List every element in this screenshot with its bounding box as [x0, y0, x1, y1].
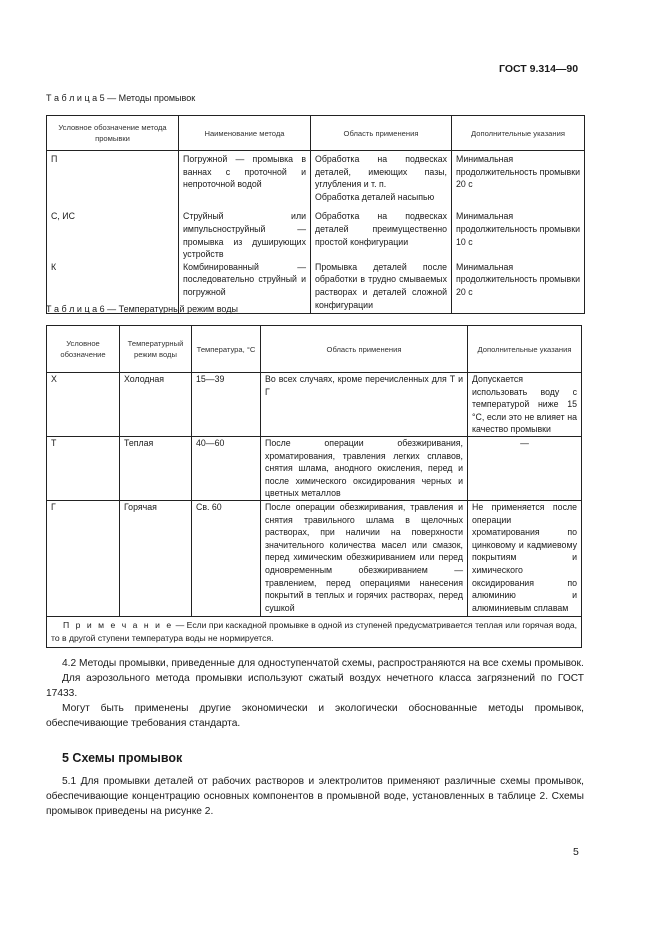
- table6-cell-temp: 40—60: [192, 436, 261, 500]
- table6-cell-mode: Теплая: [120, 436, 192, 500]
- table5-cell-area: [311, 210, 452, 260]
- table-row: [47, 373, 582, 437]
- table6-cell-area: Во всех случаях, кроме перечисленных для Т и Г: [261, 373, 468, 437]
- table6-cell-temp: 15—39: [192, 373, 261, 437]
- table5-cell-code: С, ИС: [47, 210, 179, 260]
- table5-cell-name: Погружной — промывка в ваннах с проточной и непроточной водой: [179, 151, 311, 211]
- table6-cell-code: Х: [47, 373, 120, 437]
- table5-caption-label: Т а б л и ц а: [46, 93, 98, 103]
- paragraph-5-1: 5.1 Для промывки деталей от рабочих растворов и электролитов применяют различные схемы промывок, обеспечивающие концентрацию основных компонентов в промывной воде, установленных в таблице 2. Схемы промывок приведены на рисунке 2.: [46, 776, 584, 817]
- table-row: [47, 436, 582, 500]
- table6-cell-area: После операции обезжиривания, хроматирования, травления легких сплавов, снятия шлама, анодного окисления, перед и после химического оксидирования черных и цветных металлов: [261, 436, 468, 500]
- table5-cell-name: Комбинированный — последовательно струйный и погружной: [179, 261, 311, 314]
- table5-header-code: Условное обозначение метода промывки: [47, 116, 179, 151]
- table5-cell-name: Струйный или импульсноструйный — промывка из душирующих устройств: [179, 210, 311, 260]
- table6-cell-mode: Холодная: [120, 373, 192, 437]
- table6: [46, 325, 582, 648]
- table5-area-line: Обработка на подвесках деталей, имеющих пазы, углубления и т. п.: [315, 154, 447, 190]
- table5-cell-notes: Минимальная продолжительность промывки 10 с: [452, 210, 585, 260]
- table5: [46, 115, 585, 314]
- table6-cell-mode: Горячая: [120, 500, 192, 616]
- paragraph-4-2: 4.2 Методы промывки, приведенные для одноступенчатой схемы, распространяются на все схемы промывок.: [62, 658, 584, 669]
- document-code: ГОСТ 9.314—90: [499, 63, 579, 75]
- table5-caption-text: 5 — Методы промывок: [97, 93, 196, 103]
- table6-header-area: Область применения: [261, 326, 468, 373]
- page-number: 5: [573, 846, 579, 858]
- table6-header-temp: Температура, °С: [192, 326, 261, 373]
- paragraph-other-methods: Могут быть применены другие экономически и экологически обоснованные методы промывок, обеспечивающие требования стандарта.: [46, 703, 584, 729]
- table6-cell-code: Т: [47, 436, 120, 500]
- table-row: [47, 210, 585, 260]
- table6-cell-code: Г: [47, 500, 120, 616]
- table6-caption-text: 6 — Температурный режим воды: [97, 304, 238, 314]
- paragraph-aerosol: Для аэрозольного метода промывки используют сжатый воздух нечетного класса загрязнений по ГОСТ 17433.: [46, 673, 584, 699]
- table6-caption-label: Т а б л и ц а: [46, 304, 98, 314]
- table5-cell-area: [311, 151, 452, 211]
- table-row: [47, 151, 585, 211]
- table5-area-line: Промывка деталей после обработки в трудно смываемых растворах и деталей сложной конфигурации: [315, 261, 447, 310]
- table5-cell-area: [311, 261, 452, 314]
- table6-note-text: — Если при каскадной промывке в одной из ступеней предусматривается теплая или горячая вода, то в другой ступени температура воды не нормируется.: [51, 619, 578, 643]
- table5-cell-notes: Минимальная продолжительность промывки 20 с: [452, 261, 585, 314]
- table6-cell-notes: Не применяется после операции хроматирования по цинковому и кадмиевому покрытиям и химического оксидирования по алюминию и алюминиевым сплавам: [468, 500, 582, 616]
- section-5-heading: 5 Схемы промывок: [62, 751, 183, 765]
- table6-header-code: Условное обозначение: [47, 326, 120, 373]
- table5-header-row: [47, 116, 585, 151]
- table6-cell-temp: Св. 60: [192, 500, 261, 616]
- section-4-2-text: [46, 656, 584, 731]
- table-row: [47, 500, 582, 616]
- table5-area-line: Обработка на подвесках деталей преимущественно простой конфигурации: [315, 211, 447, 247]
- table5-header-name: Наименование метода: [179, 116, 311, 151]
- table5-cell-code: П: [47, 151, 179, 211]
- table6-note: [47, 616, 582, 647]
- table6-note-label: П р и м е ч а н и е: [63, 619, 174, 630]
- table6-cell-area: После операции обезжиривания, травления и снятия травильного шлама в щелочных растворах, при наличии на поверхности значительного количества масел или смазок, перед химическим обезжириванием или перед одновременным обезжириванием — травлением, перед операциями нанесения покрытий в теплых и горячих растворах, перед сушкой: [261, 500, 468, 616]
- table5-cell-notes: Минимальная продолжительность промывки 20 с: [452, 151, 585, 211]
- table5-caption: [46, 93, 195, 103]
- table5-cell-code: К: [47, 261, 179, 314]
- table6-header-row: [47, 326, 582, 373]
- table6-cell-notes: Допускается использовать воду с температурой ниже 15 °С, если это не влияет на качество промывки: [468, 373, 582, 437]
- table6-caption: [46, 304, 238, 314]
- table6-cell-notes: —: [468, 436, 582, 500]
- table6-header-mode: Температурный режим воды: [120, 326, 192, 373]
- table5-header-notes: Дополнительные указания: [452, 116, 585, 151]
- table5-header-area: Область применения: [311, 116, 452, 151]
- table6-note-row: [47, 616, 582, 647]
- table6-header-notes: Дополнительные указания: [468, 326, 582, 373]
- table5-area-line: Обработка деталей насыпью: [315, 191, 435, 202]
